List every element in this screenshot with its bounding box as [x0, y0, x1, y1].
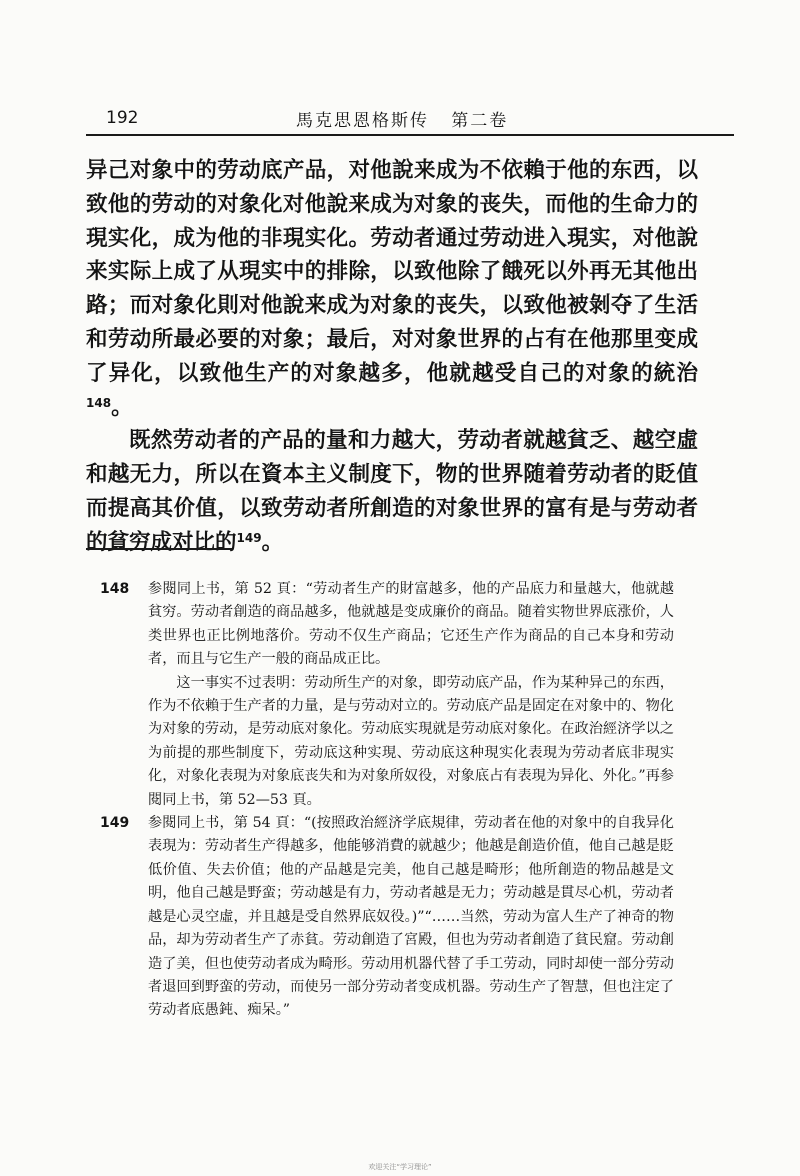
footnote-149: [100, 812, 674, 1023]
page-number: 192: [106, 108, 139, 128]
footnotes: [100, 578, 674, 1023]
footnote-text: 这一事实不过表明：劳动所生产的对象，即劳动底产品，作为某种异己的东西，作为不依賴于生产者的力量，是与劳动对立的。劳动底产品是固定在对象中的、物化为对象的劳动，是劳动底对象化。劳动底实現就是劳动底对象化。在政治經济学以之为前提的那些制度下，劳动底这种实現、劳动底这种現实化表現为劳动者底非現实化，对象化表現为对象底丧失和为对象所奴役，对象底占有表現为异化、外化。”再参閱同上书，第 52—53 頁。: [148, 674, 674, 808]
paragraph-1-end: 。: [111, 394, 133, 420]
footnote-separator: [86, 548, 232, 550]
footnote-ref-149[interactable]: 149: [236, 530, 262, 545]
paragraph-2-text: 既然劳动者的产品的量和力越大，劳动者就越貧乏、越空虛和越无力，所以在資本主义制度下，物的世界随着劳动者的貶值而提高其价值，以致劳动者所創造的对象世界的富有是与劳动者的貧穷成对比的: [86, 428, 698, 555]
footnote-text: 参閱同上书，第 54 頁：“(按照政治經济学底規律，劳动者在他的对象中的自我异化表現为：劳动者生产得越多，他能够消費的就越少；他越是創造价值，他自己越是貶低价值、失去价值；他的产品越是完美，他自己越是畸形；他所創造的物品越是文明，他自己越是野蛮；劳动越是有力，劳动者越是无力；劳动越是貫尽心机，劳动者越是心灵空虛，并且越是受自然界底奴役。)”“……当然，劳动为富人生产了神奇的物品，却为劳动者生产了赤貧。劳动創造了宮殿，但也为劳动者創造了貧民窟。劳动創造了美，但也使劳动者成为畸形。劳动用机器代替了手工劳动，同时却使一部分劳动者退回到野蛮的劳动，而使另一部分劳动者变成机器。劳动生产了智慧，但也注定了劳动者底愚鈍、痴呆。”: [148, 815, 674, 1019]
footnote-number: 148: [100, 581, 130, 597]
footnote-ref-148[interactable]: 148: [86, 395, 112, 410]
watermark: 欢迎关注“学习理论”: [368, 1163, 432, 1171]
paragraph-1: [86, 154, 698, 424]
main-text: [86, 154, 698, 560]
paragraph-2-end: 。: [261, 529, 284, 555]
page-header: [86, 100, 734, 136]
footnote-number: 149: [100, 815, 130, 832]
paragraph-2: [86, 424, 698, 559]
footnote-148: [100, 578, 674, 812]
paragraph-1-text: 异己对象中的劳动底产品，对他說来成为不依賴于他的东西，以致他的劳动的对象化对他說来成为对象的丧失，而他的生命力的現实化，成为他的非現实化。劳动者通过劳动进入現实，对他說来实际上成了从現实中的排除，以致他除了餓死以外再无其他出路；而对象化則对他說来成为对象的丧失，以致他被剝夺了生活和劳动所最必要的对象；最后，对对象世界的占有在他那里变成了异化，以致他生产的对象越多，他就越受自己的对象的統治: [86, 158, 698, 386]
running-title: 馬克思恩格斯传 第二卷: [296, 111, 509, 131]
footnote-text: 参閱同上书，第 52 頁：“劳动者生产的財富越多，他的产品底力和量越大，他就越貧穷。劳动者創造的商品越多，他就越是变成廉价的商品。随着实物世界底涨价，人类世界也正比例地落价。劳动不仅生产商品；它还生产作为商品的自己本身和劳动者，而且与它生产一般的商品成正比。: [148, 581, 674, 668]
